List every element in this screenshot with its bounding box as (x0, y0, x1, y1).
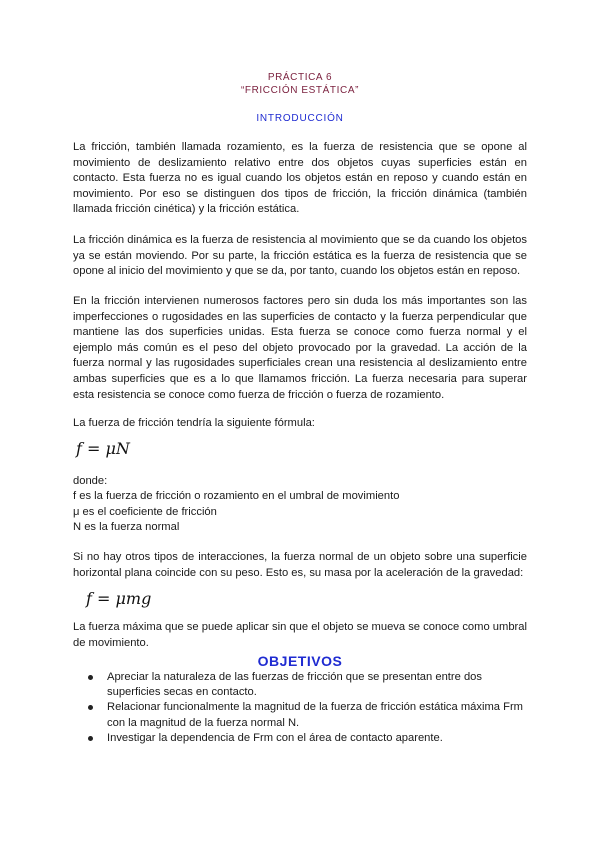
introduction-heading: INTRODUCCIÓN (256, 113, 344, 124)
practice-title: “FRICCIÓN ESTÁTICA” (240, 85, 360, 96)
bullet-icon (88, 675, 93, 680)
objective-item (88, 700, 528, 730)
objective-item (88, 731, 528, 746)
definition-n: N es la fuerza normal (73, 521, 180, 533)
practice-number: PRÁCTICA 6 (267, 72, 333, 83)
donde-label: donde: (73, 475, 108, 487)
bullet-icon (88, 705, 93, 710)
paragraph-threshold: La fuerza máxima que se puede aplicar sin que el objeto se mueva se conoce como umbral de movimiento. (73, 621, 527, 649)
bullet-icon (88, 736, 93, 741)
objective-item (88, 670, 528, 700)
friction-formula: f = μN (76, 439, 130, 458)
objective-text: Relacionar funcionalmente la magnitud de la fuerza de fricción estática máxima Frm con la magnitud de la fuerza normal N. (107, 701, 523, 729)
objectives-list (88, 670, 528, 746)
objectives-heading: OBJETIVOS (257, 653, 343, 669)
paragraph-normal-force: Si no hay otros tipos de interacciones, la fuerza normal de un objeto sobre una superficie horizontal plana coincide con su peso. Esto es, su masa por la aceleración de la gravedad: (73, 551, 527, 579)
formula-intro-text: La fuerza de fricción tendría la siguiente fórmula: (73, 417, 315, 429)
objective-text: Apreciar la naturaleza de las fuerzas de fricción que se presentan entre dos superficies secas en contacto. (107, 671, 482, 699)
friction-formula-weight: f = μmg (86, 589, 152, 608)
paragraph-friction-factors: En la fricción intervienen numerosos factores pero sin duda los más importantes son las imperfecciones o rugosidades en las superficies de contacto y la fuerza perpendicular que mantiene las dos superficies unidas. Esta fuerza se conoce como fuerza normal y el ejemplo más común es el peso del objeto provocado por la gravedad. La acción de la fuerza normal y las rugosidades superficiales crean una resistencia al deslizamiento entre ambas superficies que es a lo que llamamos fricción. La fuerza necesaria para superar esta resistencia se conoce como fuerza de fricción o fuerza de rozamiento. (73, 295, 527, 401)
definition-mu: μ es el coeficiente de fricción (73, 506, 217, 518)
paragraph-friction-definition: La fricción, también llamada rozamiento, es la fuerza de resistencia que se opone al movimiento de deslizamiento relativo entre dos objetos cuyas superficies están en contacto. Esta fuerza no es igual cuando los objetos están en reposo y cuando están en movimiento. Por eso se distinguen dos tipos de fricción, la fricción dinámica (también llamada fricción cinética) y la fricción estática. (73, 141, 527, 216)
paragraph-dynamic-static: La fricción dinámica es la fuerza de resistencia al movimiento que se da cuando los objetos ya se están moviendo. Por su parte, la fricción estática es la fuerza de resistencia que se opone al inicio del movimiento y que se da, por tanto, cuando los objetos están en reposo. (73, 234, 527, 278)
objective-text: Investigar la dependencia de Frm con el área de contacto aparente. (107, 731, 443, 744)
definition-f: f es la fuerza de fricción o rozamiento en el umbral de movimiento (73, 490, 400, 502)
